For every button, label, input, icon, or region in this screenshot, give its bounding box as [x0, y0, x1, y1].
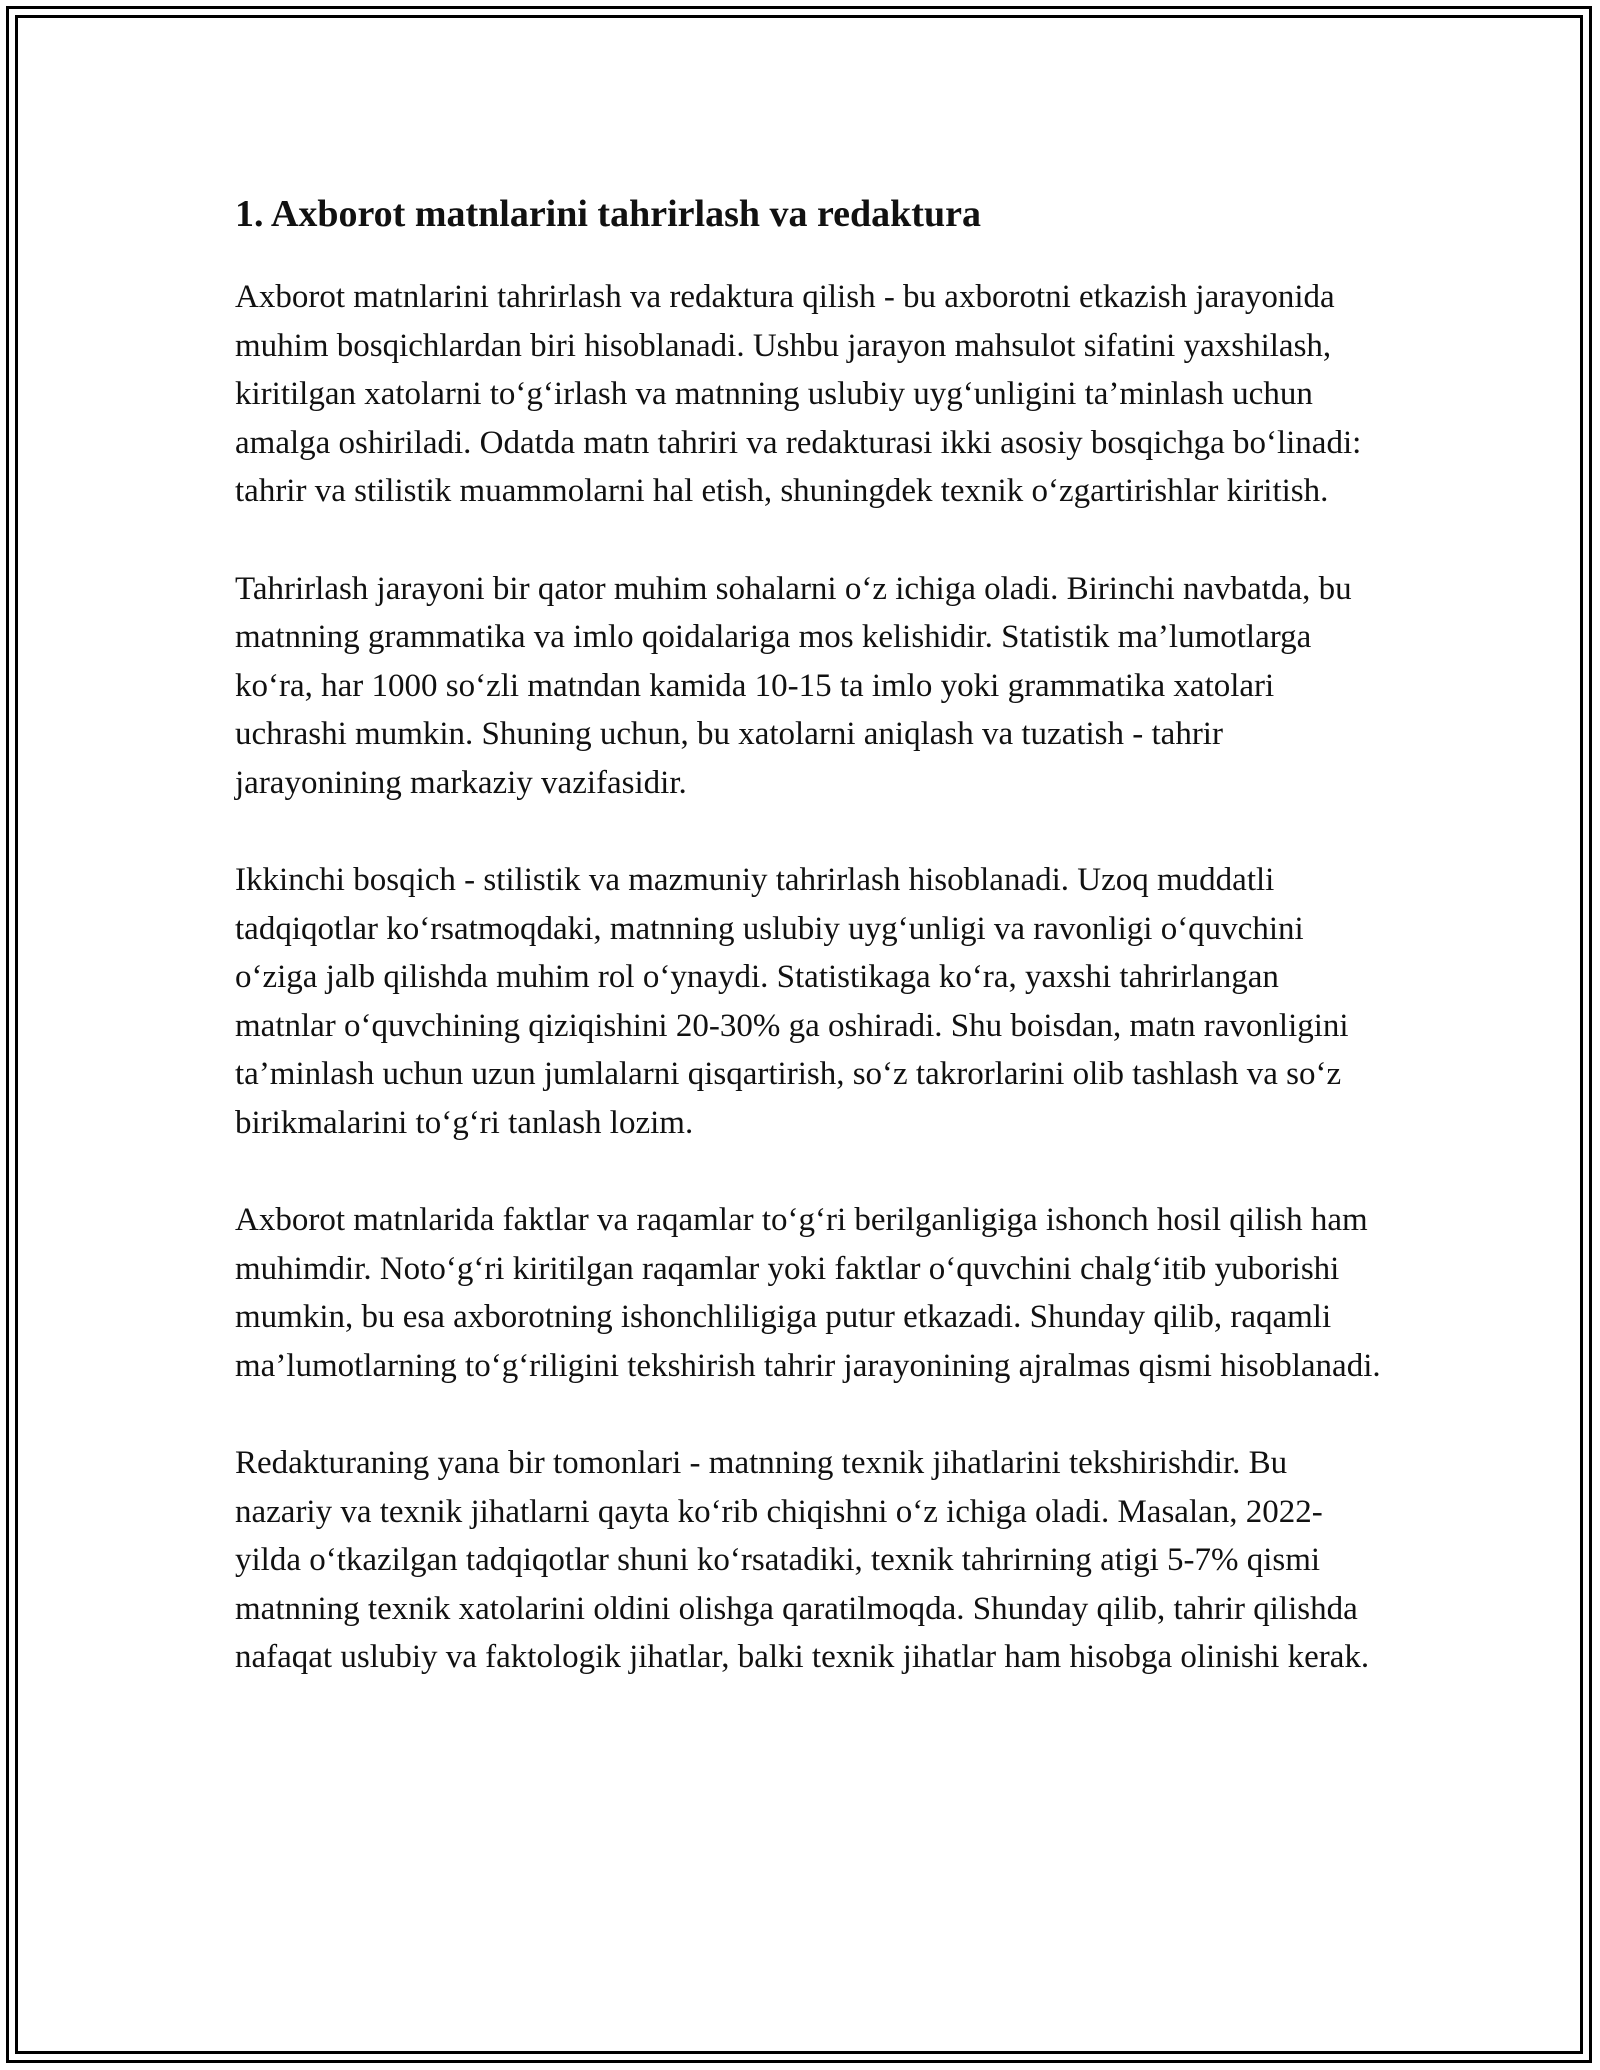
paragraph-1: Axborot matnlarini tahrirlash va redaktura qilish - bu axborotni etkazish jarayonida muhim bosqichlardan biri hisoblanadi. Ushbu jarayon mahsulot sifatini yaxshilash, kiritilgan xatolarni to‘g‘irlash va matnning uslubiy uyg‘unligini ta’minlash uchun amalga oshiriladi. Odatda matn tahriri va redakturasi ikki asosiy bosqichga bo‘linadi: tahrir va stilistik muammolarni hal etish, shuningdek texnik o‘zgartirishlar kiritish.: [235, 279, 1362, 509]
document-title: 1. Axborot matnlarini tahrirlash va redaktura: [235, 193, 981, 235]
paragraph-2: Tahrirlash jarayoni bir qator muhim sohalarni o‘z ichiga oladi. Birinchi navbatda, bu matnning grammatika va imlo qoidalariga mos kelishidir. Statistik ma’lumotlarga ko‘ra, har 1000 so‘zli matndan kamida 10-15 ta imlo yoki grammatika xatolari uchrashi mumkin. Shuning uchun, bu xatolarni aniqlash va tuzatish - tahrir jarayonining markaziy vazifasidir.: [235, 570, 1352, 801]
paragraph-5: Redakturaning yana bir tomonlari - matnning texnik jihatlarini tekshirishdir. Bu nazariy va texnik jihatlarni qayta ko‘rib chiqishni o‘z ichiga oladi. Masalan, 2022-yilda o‘tkazilgan tadqiqotlar shuni ko‘rsatadiki, texnik tahrirning atigi 5-7% qismi matnning texnik xatolarini oldini olishga qaratilmoqda. Shunday qilib, tahrir qilishda nafaqat uslubiy va faktologik jihatlar, balki texnik jihatlar ham hisobga olinishi kerak.: [235, 1445, 1370, 1675]
paragraph-3: Ikkinchi bosqich - stilistik va mazmuniy tahrirlash hisoblanadi. Uzoq muddatli tadqiqotlar ko‘rsatmoqdaki, matnning uslubiy uyg‘unligi va ravonligi o‘quvchini o‘ziga jalb qilishda muhim rol o‘ynaydi. Statistikaga ko‘ra, yaxshi tahrirlangan matnlar o‘quvchining qiziqishini 20-30% ga oshiradi. Shu boisdan, matn ravonligini ta’minlash uchun uzun jumlalarni qisqartirish, so‘z takrorlarini olib tashlash va so‘z birikmalarini to‘g‘ri tanlash lozim.: [235, 862, 1349, 1141]
document-body: [235, 186, 1385, 1731]
paragraph-4: Axborot matnlarida faktlar va raqamlar to‘g‘ri berilganligiga ishonch hosil qilish ham muhimdir. Noto‘g‘ri kiritilgan raqamlar yoki faktlar o‘quvchini chalg‘itib yuborishi mumkin, bu esa axborotning ishonchliligiga putur etkazadi. Shunday qilib, raqamli ma’lumotlarning to‘g‘riligini tekshirish tahrir jarayonining ajralmas qismi hisoblanadi.: [235, 1202, 1381, 1384]
